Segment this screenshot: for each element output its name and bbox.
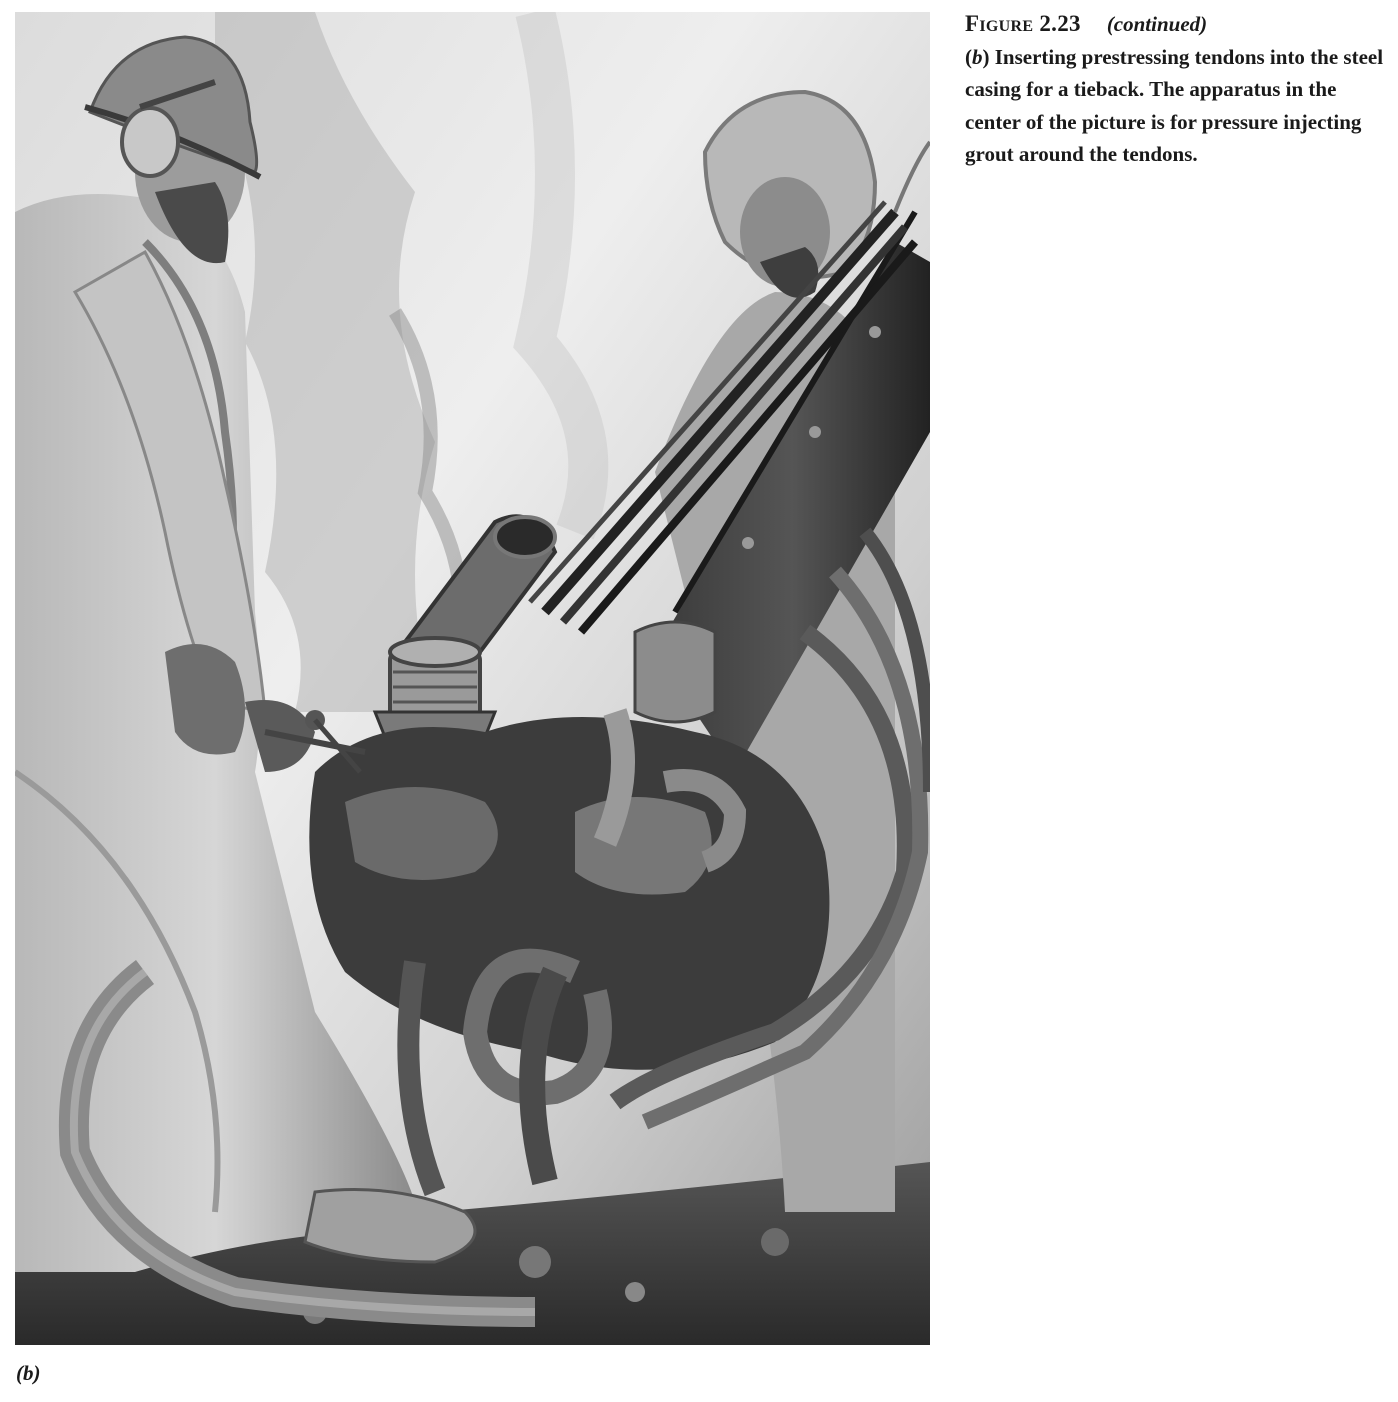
photograph-illustration	[15, 12, 930, 1345]
panel-label: (b)	[16, 1361, 41, 1385]
caption-text: Inserting prestressing tendons into the steel casing for a tieback. The apparatus in the center of the picture is for pressure injecting grout around the tendons.	[965, 44, 1384, 166]
figure-caption-heading	[965, 8, 1390, 41]
figure-label: Figure 2.23	[965, 11, 1081, 36]
photograph	[15, 12, 930, 1345]
figure-caption-body	[965, 41, 1390, 171]
figure-caption	[965, 8, 1390, 171]
caption-panel-open: (	[965, 44, 972, 69]
figure-continued-note: (continued)	[1106, 12, 1208, 36]
caption-panel-letter: b	[972, 44, 983, 69]
caption-panel-close: )	[982, 44, 990, 69]
